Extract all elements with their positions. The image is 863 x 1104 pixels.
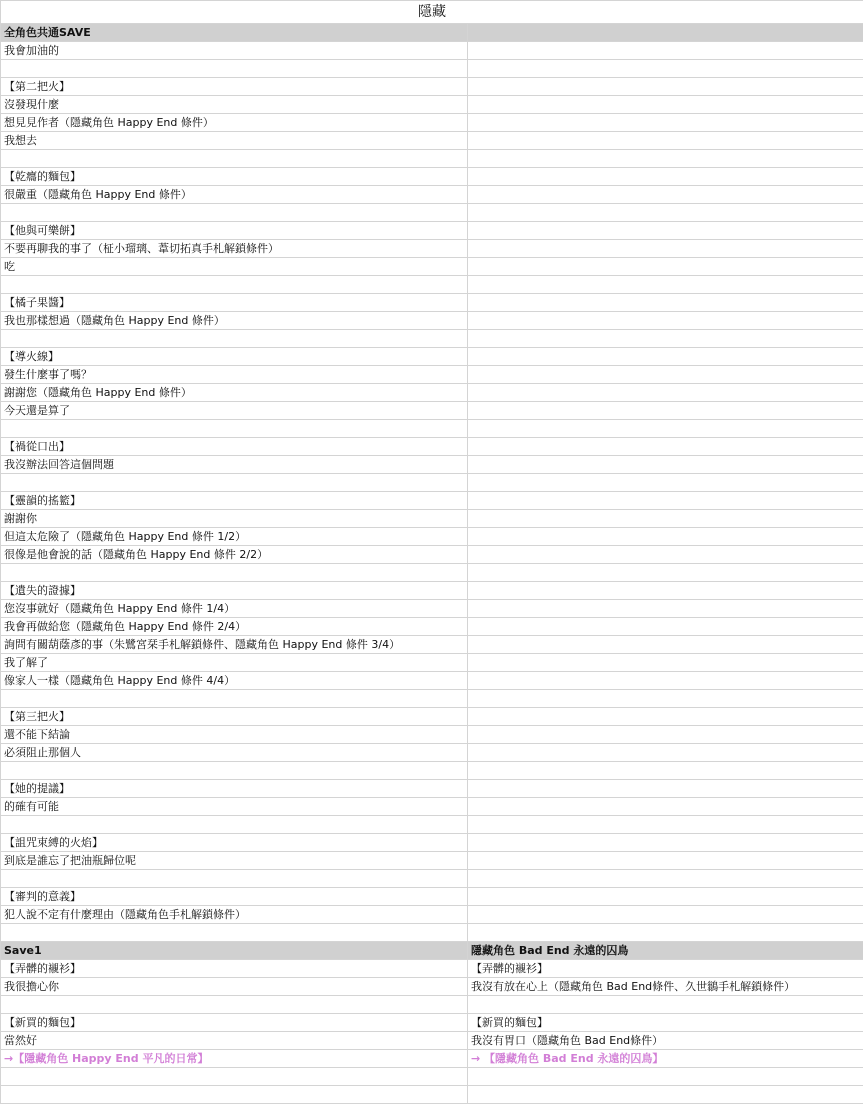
- table-row: [1, 618, 863, 636]
- cell-left[interactable]: [1, 60, 468, 78]
- cell-left[interactable]: 的確有可能: [1, 798, 468, 816]
- cell-left[interactable]: 【乾癟的麵包】: [1, 168, 468, 186]
- cell-right[interactable]: [468, 384, 863, 402]
- section-header-row: [1, 24, 863, 42]
- table-row: [1, 132, 863, 150]
- table-row: [1, 1050, 863, 1068]
- sheet-title: 隱藏: [1, 1, 863, 24]
- cell-left[interactable]: 吃: [1, 258, 468, 276]
- cell-left[interactable]: 謝謝您（隱藏角色 Happy End 條件）: [1, 384, 468, 402]
- cell-left[interactable]: 【第二把火】: [1, 78, 468, 96]
- cell-left[interactable]: 我會加油的: [1, 42, 468, 60]
- cell-right[interactable]: [468, 312, 863, 330]
- table-row: [1, 42, 863, 60]
- table-row: [1, 1014, 863, 1032]
- cell-right[interactable]: [468, 582, 863, 600]
- cell-left[interactable]: [1, 762, 468, 780]
- table-row: [1, 672, 863, 690]
- cell-right[interactable]: [468, 96, 863, 114]
- cell-right[interactable]: [468, 636, 863, 654]
- cell-left[interactable]: 【審判的意義】: [1, 888, 468, 906]
- cell-left[interactable]: 到底是誰忘了把油瓶歸位呢: [1, 852, 468, 870]
- cell-right[interactable]: [468, 906, 863, 924]
- cell-right[interactable]: [468, 708, 863, 726]
- cell-left[interactable]: [1, 996, 468, 1014]
- table-row: [1, 384, 863, 402]
- table-row: [1, 582, 863, 600]
- table-row: [1, 204, 863, 222]
- table-row: [1, 762, 863, 780]
- cell-right[interactable]: [468, 78, 863, 96]
- cell-right[interactable]: [468, 600, 863, 618]
- table-row: [1, 816, 863, 834]
- cell-left[interactable]: 我很擔心你: [1, 978, 468, 996]
- cell-right[interactable]: [468, 618, 863, 636]
- cell-right[interactable]: [468, 456, 863, 474]
- cell-right[interactable]: [468, 726, 863, 744]
- cell-left[interactable]: →【隱藏角色 Happy End 平凡的日常】: [1, 1050, 468, 1068]
- cell-right[interactable]: [468, 60, 863, 78]
- cell-left[interactable]: 發生什麼事了嗎？: [1, 366, 468, 384]
- table-row: [1, 600, 863, 618]
- cell-left[interactable]: [1, 330, 468, 348]
- cell-right[interactable]: → 【隱藏角色 Bad End 永遠的囚鳥】: [468, 1050, 863, 1068]
- cell-right[interactable]: [468, 366, 863, 384]
- table-row: [1, 114, 863, 132]
- table-row: [1, 744, 863, 762]
- cell-right[interactable]: [468, 132, 863, 150]
- cell-left[interactable]: [1, 150, 468, 168]
- table-row: [1, 96, 863, 114]
- cell-left[interactable]: 【新買的麵包】: [1, 1014, 468, 1032]
- table-row: [1, 654, 863, 672]
- cell-left[interactable]: [1, 276, 468, 294]
- cell-left[interactable]: 【詛咒束縛的火焰】: [1, 834, 468, 852]
- cell-right[interactable]: [468, 996, 863, 1014]
- cell-right[interactable]: [468, 204, 863, 222]
- cell-right[interactable]: [468, 258, 863, 276]
- cell-left[interactable]: 【導火線】: [1, 348, 468, 366]
- cell-left[interactable]: [1, 816, 468, 834]
- cell-right[interactable]: [468, 690, 863, 708]
- table-row: [1, 798, 863, 816]
- cell-left[interactable]: 像家人一樣（隱藏角色 Happy End 條件 4/4）: [1, 672, 468, 690]
- cell-left[interactable]: 您沒事就好（隱藏角色 Happy End 條件 1/4）: [1, 600, 468, 618]
- cell-right[interactable]: [468, 762, 863, 780]
- table-row: [1, 276, 863, 294]
- table-row: [1, 1068, 863, 1086]
- table-row: [1, 996, 863, 1014]
- table-row: [1, 366, 863, 384]
- cell-left[interactable]: 很嚴重（隱藏角色 Happy End 條件）: [1, 186, 468, 204]
- table-row: [1, 258, 863, 276]
- cell-right[interactable]: [468, 744, 863, 762]
- cell-right[interactable]: [468, 798, 863, 816]
- cell-left[interactable]: [1, 474, 468, 492]
- cell-left[interactable]: [1, 564, 468, 582]
- cell-left[interactable]: 但這太危險了（隱藏角色 Happy End 條件 1/2）: [1, 528, 468, 546]
- table-row: [1, 60, 863, 78]
- cell-right[interactable]: 【弄髒的襯衫】: [468, 960, 863, 978]
- cell-left[interactable]: 我也那樣想過（隱藏角色 Happy End 條件）: [1, 312, 468, 330]
- table-row: [1, 906, 863, 924]
- cell-right[interactable]: [468, 114, 863, 132]
- cell-right[interactable]: [468, 672, 863, 690]
- table-row: [1, 636, 863, 654]
- cell-right[interactable]: [468, 780, 863, 798]
- cell-left[interactable]: 當然好: [1, 1032, 468, 1050]
- table-row: [1, 474, 863, 492]
- cell-left[interactable]: 我沒辦法回答這個問題: [1, 456, 468, 474]
- cell-left[interactable]: [1, 1068, 468, 1086]
- table-row: [1, 546, 863, 564]
- cell-left[interactable]: 很像是他會說的話（隱藏角色 Happy End 條件 2/2）: [1, 546, 468, 564]
- cell-left[interactable]: 必須阻止那個人: [1, 744, 468, 762]
- table-row: [1, 780, 863, 798]
- cell-left[interactable]: 【第三把火】: [1, 708, 468, 726]
- cell-right[interactable]: [468, 1086, 863, 1104]
- cell-left[interactable]: 【遺失的證據】: [1, 582, 468, 600]
- cell-right[interactable]: [468, 852, 863, 870]
- section-header-left[interactable]: 全角色共通SAVE: [1, 24, 468, 42]
- table-row: [1, 492, 863, 510]
- table-row: [1, 420, 863, 438]
- table-row: [1, 348, 863, 366]
- cell-right[interactable]: [468, 348, 863, 366]
- table-row: [1, 168, 863, 186]
- cell-right[interactable]: [468, 438, 863, 456]
- table-row: [1, 564, 863, 582]
- cell-right[interactable]: [468, 834, 863, 852]
- cell-left[interactable]: 【橘子果醬】: [1, 294, 468, 312]
- cell-left[interactable]: 想見見作者（隱藏角色 Happy End 條件）: [1, 114, 468, 132]
- cell-right[interactable]: [468, 564, 863, 582]
- cell-left[interactable]: [1, 924, 468, 942]
- cell-right[interactable]: [468, 888, 863, 906]
- cell-left[interactable]: 不要再聊我的事了（柾小瑠璃、葦切拓真手札解鎖條件）: [1, 240, 468, 258]
- cell-right[interactable]: 我沒有放在心上（隱藏角色 Bad End條件、久世鶲手札解鎖條件）: [468, 978, 863, 996]
- cell-right[interactable]: [468, 186, 863, 204]
- table-row: [1, 150, 863, 168]
- cell-right[interactable]: [468, 492, 863, 510]
- cell-right[interactable]: 我沒有胃口（隱藏角色 Bad End條件）: [468, 1032, 863, 1050]
- cell-right[interactable]: [468, 42, 863, 60]
- table-row: [1, 312, 863, 330]
- cell-left[interactable]: 我會再做給您（隱藏角色 Happy End 條件 2/4）: [1, 618, 468, 636]
- cell-right[interactable]: [468, 330, 863, 348]
- table-row: [1, 78, 863, 96]
- cell-left[interactable]: [1, 870, 468, 888]
- cell-left[interactable]: 犯人說不定有什麼理由（隱藏角色手札解鎖條件）: [1, 906, 468, 924]
- table-row: [1, 1032, 863, 1050]
- table-row: [1, 924, 863, 942]
- table-row: [1, 870, 863, 888]
- cell-right[interactable]: [468, 240, 863, 258]
- table-row: [1, 1086, 863, 1104]
- table-row: [1, 528, 863, 546]
- table-row: [1, 438, 863, 456]
- table-row: [1, 726, 863, 744]
- cell-right[interactable]: 【新買的麵包】: [468, 1014, 863, 1032]
- cell-right[interactable]: [468, 294, 863, 312]
- cell-right[interactable]: [468, 1068, 863, 1086]
- cell-left[interactable]: [1, 690, 468, 708]
- table-row: [1, 960, 863, 978]
- cell-left[interactable]: [1, 204, 468, 222]
- table-row: [1, 402, 863, 420]
- cell-left[interactable]: 沒發現什麼: [1, 96, 468, 114]
- cell-left[interactable]: 【他與可樂餅】: [1, 222, 468, 240]
- cell-left[interactable]: 我了解了: [1, 654, 468, 672]
- cell-right[interactable]: [468, 528, 863, 546]
- cell-right[interactable]: [468, 402, 863, 420]
- cell-left[interactable]: 【靈韻的搖籃】: [1, 492, 468, 510]
- cell-right[interactable]: [468, 222, 863, 240]
- section-header-right[interactable]: [468, 24, 863, 42]
- table-row: [1, 240, 863, 258]
- cell-left[interactable]: 【禍從口出】: [1, 438, 468, 456]
- cell-right[interactable]: [468, 870, 863, 888]
- table-row: [1, 852, 863, 870]
- cell-right[interactable]: [468, 510, 863, 528]
- table-row: [1, 978, 863, 996]
- cell-left[interactable]: 今天還是算了: [1, 402, 468, 420]
- table-row: [1, 888, 863, 906]
- table-row: [1, 708, 863, 726]
- cell-right[interactable]: [468, 816, 863, 834]
- section-header-left[interactable]: Save1: [1, 942, 468, 960]
- table-row: [1, 222, 863, 240]
- section-header-row: [1, 942, 863, 960]
- section-header-right[interactable]: 隱藏角色 Bad End 永遠的囚鳥: [468, 942, 863, 960]
- table-row: [1, 456, 863, 474]
- cell-left[interactable]: 我想去: [1, 132, 468, 150]
- cell-left[interactable]: 還不能下結論: [1, 726, 468, 744]
- cell-right[interactable]: [468, 924, 863, 942]
- cell-left[interactable]: 【她的提議】: [1, 780, 468, 798]
- table-row: [1, 834, 863, 852]
- cell-left[interactable]: 詢問有關葫蔭彥的事（朱鷺宮栞手札解鎖條件、隱藏角色 Happy End 條件 3/4）: [1, 636, 468, 654]
- cell-right[interactable]: [468, 654, 863, 672]
- table-row: [1, 294, 863, 312]
- cell-left[interactable]: 謝謝你: [1, 510, 468, 528]
- cell-right[interactable]: [468, 474, 863, 492]
- cell-left[interactable]: [1, 420, 468, 438]
- table-row: [1, 690, 863, 708]
- cell-right[interactable]: [468, 168, 863, 186]
- table-row: [1, 186, 863, 204]
- cell-left[interactable]: [1, 1086, 468, 1104]
- cell-right[interactable]: [468, 276, 863, 294]
- table-row: [1, 510, 863, 528]
- cell-right[interactable]: [468, 150, 863, 168]
- table-row: [1, 330, 863, 348]
- cell-right[interactable]: [468, 546, 863, 564]
- cell-left[interactable]: 【弄髒的襯衫】: [1, 960, 468, 978]
- cell-right[interactable]: [468, 420, 863, 438]
